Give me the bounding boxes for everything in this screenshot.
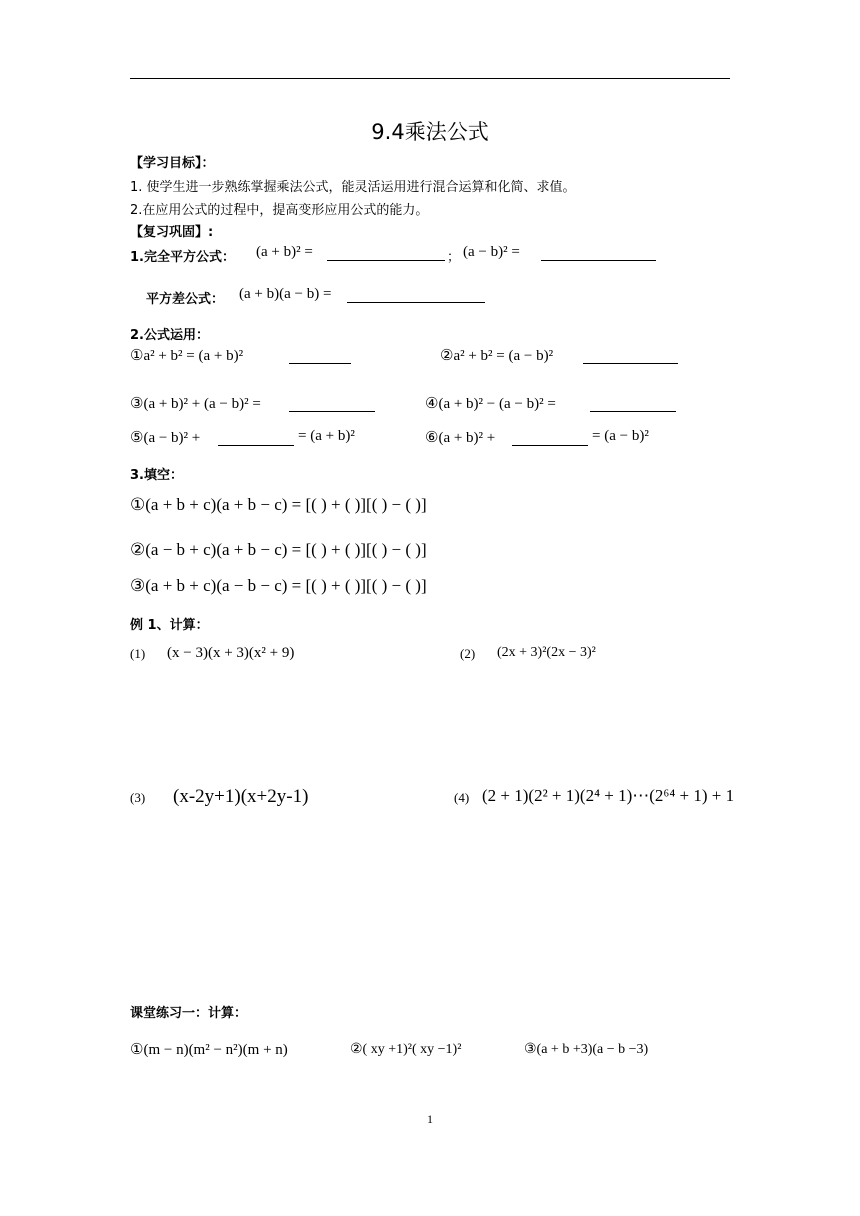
formula-item-4: ④(a + b)² − (a − b)² =	[425, 396, 556, 412]
formula-item-6-rhs: = (a − b)²	[592, 428, 649, 444]
formula-use-heading: 2.公式运用：	[130, 328, 209, 343]
practice-heading: 课堂练习一：计算：	[130, 1006, 248, 1021]
example-1-expr: (x − 3)(x + 3)(x² + 9)	[167, 645, 295, 661]
fill-item-1: ①(a + b + c)(a + b − c) = [( ) + ( )][( ) − ( )]	[130, 495, 427, 514]
example-2-label: (2)	[460, 646, 476, 661]
answer-blank	[583, 350, 678, 364]
page-title: 9.4乘法公式	[371, 120, 489, 144]
perfect-square-diff-expr: (a − b)² =	[463, 244, 520, 260]
answer-blank	[289, 398, 375, 412]
example-4-expr: (2 + 1)(2² + 1)(2⁴ + 1)⋯(2⁶⁴ + 1) + 1	[482, 786, 735, 805]
formula-item-5: ⑤(a − b)² +	[130, 430, 201, 446]
formula-item-5-rhs: = (a + b)²	[298, 428, 355, 444]
objective-item-2: 2.在应用公式的过程中，提高变形应用公式的能力。	[130, 203, 429, 218]
practice-item-1: ①(m − n)(m² − n²)(m + n)	[130, 1042, 288, 1058]
answer-blank	[347, 289, 485, 303]
diff-squares-expr: (a + b)(a − b) =	[239, 286, 332, 302]
example-3-label: (3)	[130, 790, 146, 805]
formula-item-6: ⑥(a + b)² +	[425, 430, 496, 446]
answer-blank	[590, 398, 676, 412]
header-rule	[130, 78, 730, 79]
example-2-expr: (2x + 3)²(2x − 3)²	[497, 645, 596, 660]
fill-heading: 3.填空：	[130, 468, 183, 483]
page-number: 1	[427, 1112, 433, 1126]
fill-item-3: ③(a + b + c)(a − b − c) = [( ) + ( )][( ) − ( )]	[130, 576, 427, 595]
formula-item-2: ②a² + b² = (a − b)²	[440, 348, 554, 364]
formula-item-3: ③(a + b)² + (a − b)² =	[130, 396, 261, 412]
answer-blank	[218, 432, 294, 446]
example-heading: 例 1、计算：	[130, 618, 209, 633]
example-1-label: (1)	[130, 646, 146, 661]
answer-blank	[327, 247, 445, 261]
practice-item-2: ②( xy +1)²( xy −1)²	[350, 1042, 462, 1057]
objective-item-1: 1. 使学生进一步熟练掌握乘法公式，能灵活运用进行混合运算和化简、求值。	[130, 180, 576, 195]
answer-blank	[289, 350, 351, 364]
review-q1-label: 1.完全平方公式：	[130, 250, 235, 265]
answer-blank	[541, 247, 656, 261]
objectives-heading: 【学习目标】：	[130, 156, 215, 171]
formula-item-1: ①a² + b² = (a + b)²	[130, 348, 244, 364]
example-3-expr: (x-2y+1)(x+2y-1)	[173, 786, 309, 807]
review-heading: 【复习巩固】:	[130, 225, 214, 240]
perfect-square-sum-expr: (a + b)² =	[256, 244, 313, 260]
separator: ；	[447, 250, 461, 265]
practice-item-3: ③(a + b +3)(a − b −3)	[524, 1042, 649, 1057]
fill-item-2: ②(a − b + c)(a + b − c) = [( ) + ( )][( ) − ( )]	[130, 540, 427, 559]
diff-squares-label: 平方差公式：	[146, 292, 225, 307]
example-4-label: (4)	[454, 790, 470, 805]
answer-blank	[512, 432, 588, 446]
